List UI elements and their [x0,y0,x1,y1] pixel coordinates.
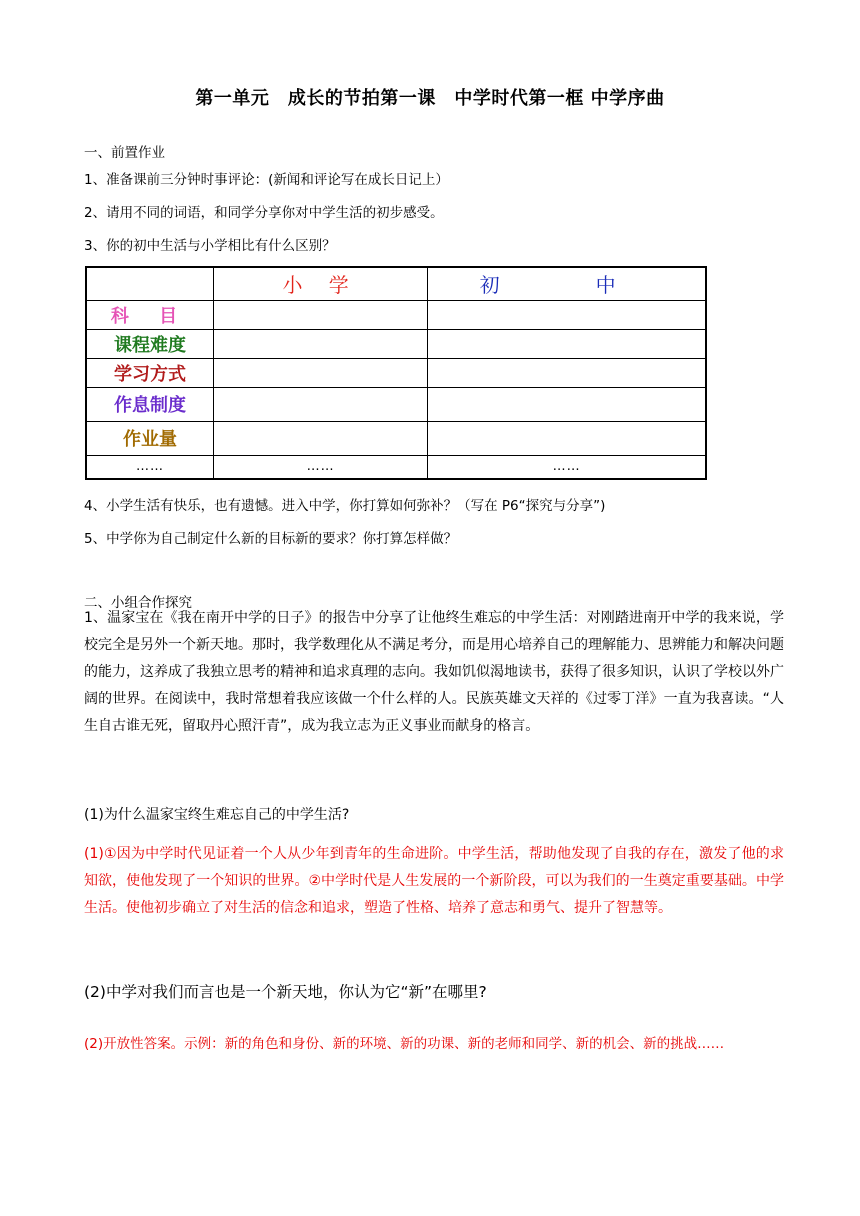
question-2: 2、请用不同的词语，和同学分享你对中学生活的初步感受。 [84,205,444,221]
question-3: 3、你的初中生活与小学相比有什么区别？ [84,238,336,254]
table-corner-cell [86,267,214,300]
ellipsis-cell: …… [86,455,214,479]
question-4: 4、小学生活有快乐，也有遗憾。进入中学，你打算如何弥补？（写在 P6“探究与分享”) [84,498,606,514]
answer-cell[interactable] [428,358,706,387]
answer-cell[interactable] [214,358,428,387]
table-header-row [86,267,706,300]
row-label-schedule: 作息制度 [86,387,214,421]
row-label-difficulty: 课程难度 [86,329,214,358]
answer-cell[interactable] [428,387,706,421]
answer-cell[interactable] [428,329,706,358]
table-row [86,358,706,387]
row-label-subjects: 科 目 [86,300,214,329]
table-row [86,329,706,358]
question-1: 1、准备课前三分钟时事评论：(新闻和评论写在成长日记上） [84,172,449,188]
header-junior-high: 初 中 [428,267,706,300]
answer-cell[interactable] [428,300,706,329]
ellipsis-cell: …… [428,455,706,479]
page-title: 第一单元 成长的节拍第一课 中学时代第一框 中学序曲 [195,88,665,109]
row-label-homework: 作业量 [86,421,214,455]
reading-passage: 1、温家宝在《我在南开中学的日子》的报告中分享了让他终生难忘的中学生活：对刚踏进南开中学的我来说，学校完全是另外一个新天地。那时，我学数理化从不满足考分，而是用心培养自己的理解能力、思辨能力和解决问题的能力，这养成了我独立思考的精神和追求真理的志向。我如饥似渴地读书，获得了很多知识，认识了学校以外广阔的世界。在阅读中，我时常想着我应该做一个什么样的人。民族英雄文天祥的《过零丁洋》一直为我喜读。“人生自古谁无死，留取丹心照汗青”，成为我立志为正义事业而献身的格言。 [84,610,784,734]
section2-heading: 二、小组合作探究 [84,595,192,611]
table-row [86,421,706,455]
sub-question-1: (1)为什么温家宝终生难忘自己的中学生活? [84,807,350,823]
answer-cell[interactable] [214,387,428,421]
table-row [86,300,706,329]
table-row [86,387,706,421]
answer-cell[interactable] [214,421,428,455]
answer-cell[interactable] [214,300,428,329]
table-row [86,455,706,479]
comparison-table [85,266,707,480]
header-primary-school: 小 学 [214,267,428,300]
sub-question-2: (2)中学对我们而言也是一个新天地，你认为它“新”在哪里? [84,983,487,1001]
ellipsis-cell: …… [214,455,428,479]
answer-cell[interactable] [214,329,428,358]
section1-heading: 一、前置作业 [84,145,165,161]
answer-2: (2)开放性答案。示例：新的角色和身份、新的环境、新的功课、新的老师和同学、新的机会、新的挑战…… [84,1036,725,1052]
answer-1: (1)①因为中学时代见证着一个人从少年到青年的生命进阶。中学生活，帮助他发现了自我的存在，激发了他的求知欲，使他发现了一个知识的世界。②中学时代是人生发展的一个新阶段，可以为我们的一生奠定重要基础。中学生活。使他初步确立了对生活的信念和追求，塑造了性格、培养了意志和勇气、提升了智慧等。 [84,846,784,916]
answer-cell[interactable] [428,421,706,455]
question-5: 5、中学你为自己制定什么新的目标新的要求？你打算怎样做？ [84,531,458,547]
row-label-study-method: 学习方式 [86,358,214,387]
